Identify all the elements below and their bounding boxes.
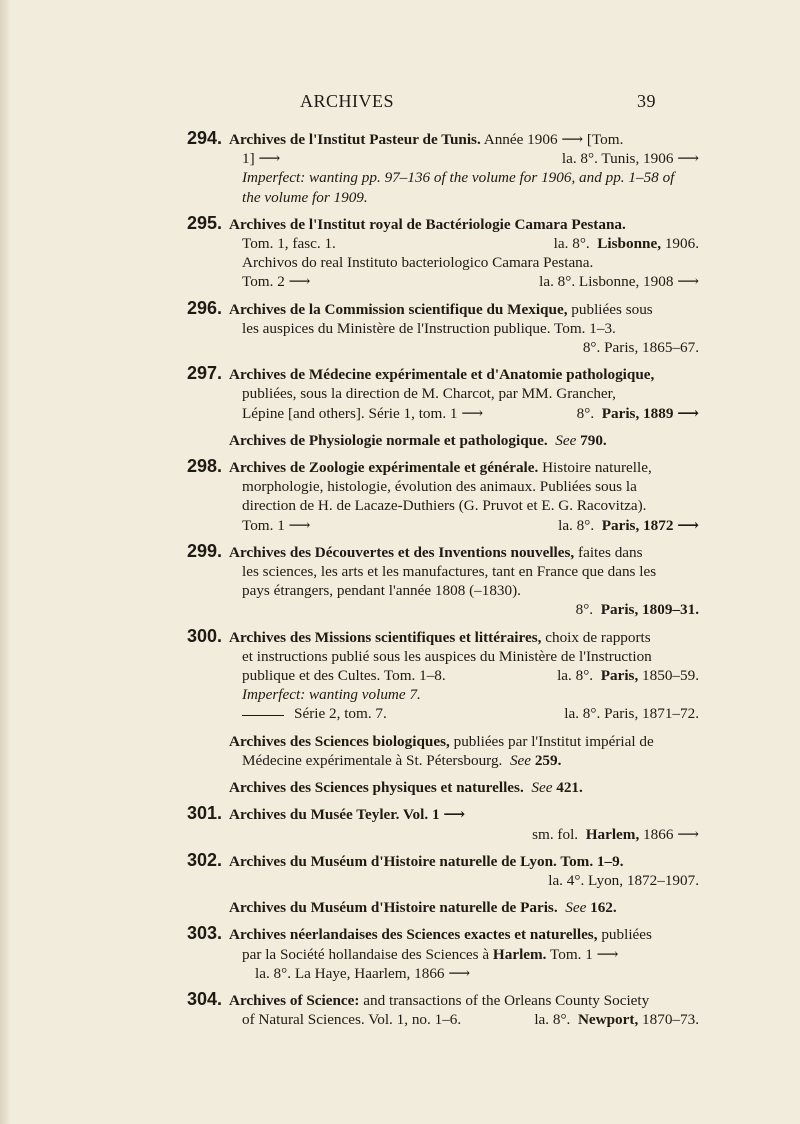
entry-title: Archives de Médecine expérimentale et d'Anatomie pathologique, [229,366,655,384]
entry-title: Archives de la Commission scientifique du Mexique, [229,300,568,318]
header-title: ARCHIVES [300,91,395,111]
entry-number: 303. [187,923,223,944]
entry-301: 301. Archives du Musée Teyler. Vol. 1 ⟶ sm. fol. Harlem, 1866 ⟶ [187,803,699,843]
entry-number: 301. [187,803,223,824]
entry-304: 304. Archives of Science: and transactions of the Orleans County Society of Natural Sciences. Vol. 1, no. 1–6. la. 8°. Newport, 1870–73. [187,988,699,1029]
catalogue-entries [187,128,699,1037]
page-binding-edge [0,0,10,1124]
entry-number: 299. [187,540,223,561]
entry-299: 299. Archives des Découvertes et des Inventions nouvelles, faites dans les sciences, les arts et les manufactures, tant en France que dans les pays étrangers, pendant l'année 1808 (–1830). 8°. Paris, 1809–31. [187,540,699,619]
entry-296: 296. Archives de la Commission scientifique du Mexique, publiées sous les auspices du Ministère de l'Instruction publique. Tom. 1–3. 8°. Paris, 1865–67. [187,297,699,357]
entry-298: 298. Archives de Zoologie expérimentale et générale. Histoire naturelle, morphologie, histologie, évolution des animaux. Publiées sous la direction de H. de Lacaze-Duthiers (G. Pruvot et E. G. Racovitza). Tom. 1 ⟶ la. 8°. Paris, 1872 ⟶ [187,456,699,534]
cross-reference: 259. [534,751,562,769]
cross-reference: 421. [556,779,583,797]
entry-number: 304. [187,988,223,1009]
entry-title: Archives de Zoologie expérimentale et générale. [229,459,539,477]
entry-title: Archives of Science: [229,991,360,1009]
entry-number: 294. [187,128,223,148]
entry-title: Archives néerlandaises des Sciences exactes et naturelles, [229,926,598,944]
entry-303: 303. Archives néerlandaises des Sciences exactes et naturelles, publiées par la Société hollandaise des Sciences à Harlem. Tom. 1 ⟶ la. 8°. La Haye, Haarlem, 1866 ⟶ [187,923,652,982]
entry-number: 300. [187,625,223,646]
entry-300: 300. Archives des Missions scientifiques et littéraires, choix de rapports et instructions publié sous les auspices du Ministère de l'Instruction publique et des Cultes. Tom. 1–8. la. 8°. Paris, 1850–59. Imperfect: wanting volume 7. Série 2, tom. 7. la. 8°. Paris, 1871–72. [187,625,699,723]
entry-number: 297. [187,363,223,384]
imperfect-note: Imperfect: wanting pp. 97–136 of the volume for 1906, and pp. 1–58 of [242,169,675,187]
entry-number: 295. [187,212,223,233]
entry-number: 296. [187,297,223,318]
entry-297: 297. Archives de Médecine expérimentale et d'Anatomie pathologique, publiées, sous la direction de M. Charcot, par MM. Grancher, Lépine [and others]. Série 1, tom. 1 ⟶ 8°. Paris, 1889 ⟶ [187,363,699,422]
entry-title: Archives des Sciences physiques et naturelles. [229,779,524,797]
entry-title: Archives des Sciences biologiques, [229,732,450,750]
entry-sciences-physiques: Archives des Sciences physiques et naturelles. See 421. [229,779,583,797]
entry-title: Archives du Musée Teyler. Vol. 1 ⟶ [229,806,466,824]
entry-museum-paris: Archives du Muséum d'Histoire naturelle de Paris. See 162. [229,899,617,917]
cross-reference: 790. [580,431,607,449]
entry-title: Archives des Découvertes et des Inventions nouvelles, [229,543,575,561]
page-number: 39 [637,91,656,111]
imperfect-note: Imperfect: wanting volume 7. [242,686,421,704]
ditto-dash [242,715,284,716]
entry-302: 302. Archives du Muséum d'Histoire naturelle de Lyon. Tom. 1–9. la. 4°. Lyon, 1872–1907. [187,849,699,889]
entry-sciences-biologiques: Archives des Sciences biologiques, publiées par l'Institut impérial de Médecine expérimentale à St. Pétersbourg. See 259. [229,732,654,769]
entry-title: Archives des Missions scientifiques et littéraires, [229,628,542,646]
cross-reference: 162. [590,899,617,917]
entry-title: Archives de l'Institut royal de Bactériologie Camara Pestana. [229,215,626,233]
entry-title: Archives du Muséum d'Histoire naturelle de Paris. [229,899,558,917]
entry-title: Archives du Muséum d'Histoire naturelle de Lyon. Tom. 1–9. [229,852,624,870]
entry-295: 295. Archives de l'Institut royal de Bactériologie Camara Pestana. Tom. 1, fasc. 1. la. 8°. Lisbonne, 1906. Archivos do real Instituto bacteriologico Camara Pestana. Tom. 2 ⟶ la. 8°. Lisbonne, 1908 ⟶ [187,212,699,291]
entry-number: 298. [187,456,223,477]
entry-number: 302. [187,849,223,870]
entry-physiologie: Archives de Physiologie normale et pathologique. See 790. [229,431,607,449]
entry-title: Archives de Physiologie normale et pathologique. [229,431,548,449]
entry-294: 294. Archives de l'Institut Pasteur de Tunis. Année 1906 ⟶ [Tom. la. 8°. Tunis, 1906 ⟶ 1] ⟶ Imperfect: wanting pp. 97–136 of the volume for 1906, and pp. 1–58 of the volume for 1909. [187,128,699,206]
entry-title: Archives de l'Institut Pasteur de Tunis. [229,131,481,148]
